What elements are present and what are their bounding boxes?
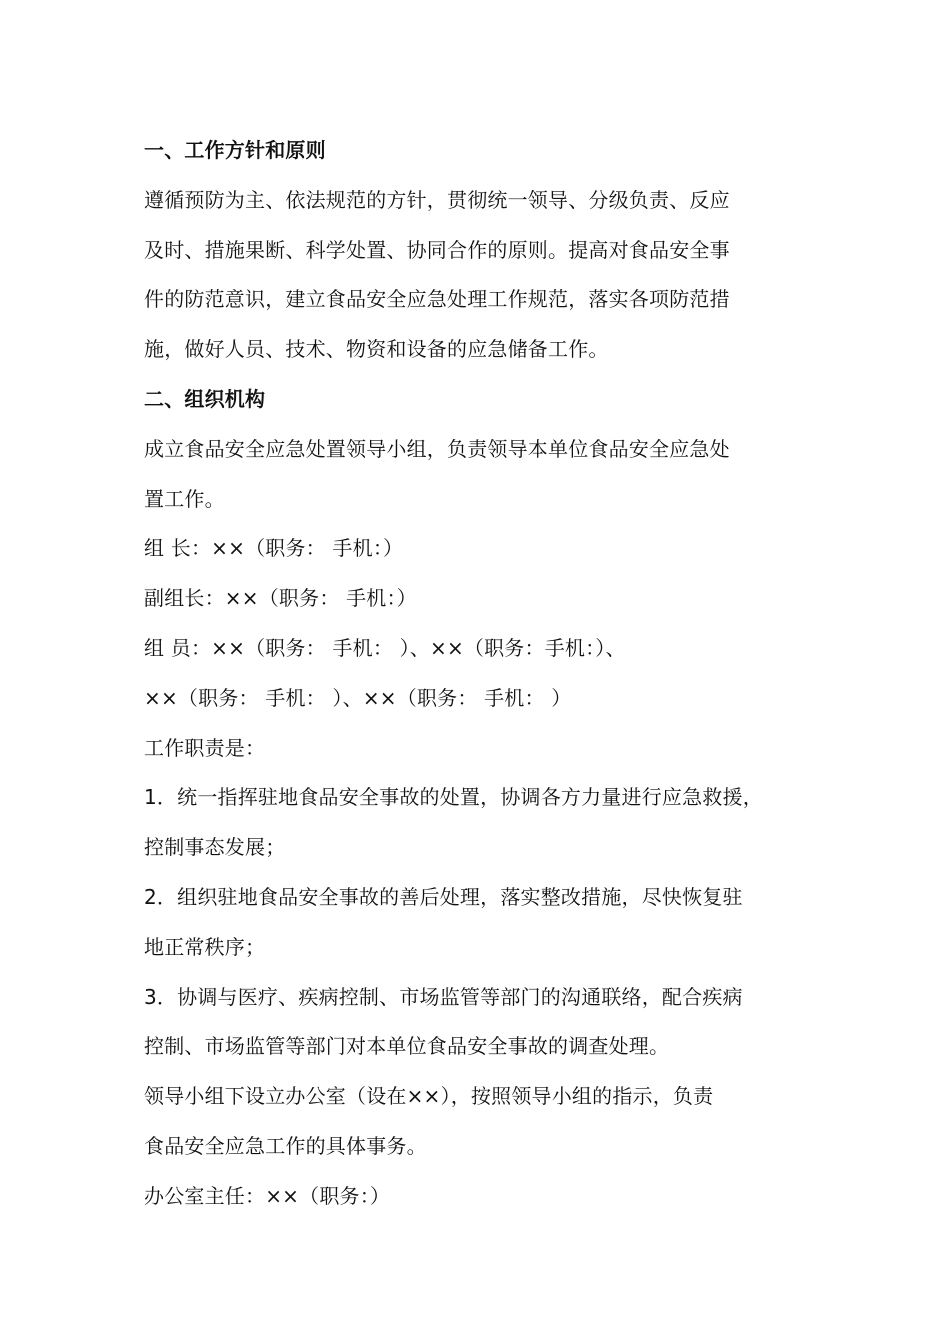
duty-item-2: 2．组织驻地食品安全事故的善后处理，落实整改措施，尽快恢复驻: [144, 884, 743, 909]
paragraph-line: 件的防范意识，建立食品安全应急处理工作规范，落实各项防范措: [144, 287, 730, 312]
paragraph-line: 成立食品安全应急处置领导小组，负责领导本单位食品安全应急处: [144, 436, 730, 461]
paragraph-line: 遵循预防为主、依法规范的方针，贯彻统一领导、分级负责、反应: [144, 187, 730, 212]
leader-line: 组 长：××（职务： 手机：）: [144, 536, 404, 561]
paragraph-line: 及时、措施果断、科学处置、协同合作的原则。提高对食品安全事: [144, 237, 730, 262]
document-page: [144, 126, 844, 1222]
members-line: 组 员：××（职务： 手机： ）、××（职务：手机：）、: [144, 635, 626, 660]
office-paragraph: 领导小组下设立办公室（设在××），按照领导小组的指示，负责: [144, 1084, 714, 1109]
duty-item-1: 1．统一指挥驻地食品安全事故的处置，协调各方力量进行应急救援，: [144, 785, 763, 810]
paragraph-line: 置工作。: [144, 486, 225, 511]
section-heading-principles: 一、工作方针和原则: [144, 138, 326, 162]
duty-item-2-cont: 地正常秩序；: [144, 934, 266, 959]
office-director-line: 办公室主任：××（职务：）: [144, 1183, 391, 1208]
duty-item-1-cont: 控制事态发展；: [144, 835, 286, 860]
duty-item-3: 3．协调与医疗、疾病控制、市场监管等部门的沟通联络，配合疾病: [144, 984, 743, 1009]
duty-item-3-cont: 控制、市场监管等部门对本单位食品安全事故的调查处理。: [144, 1034, 670, 1059]
paragraph-line: 施，做好人员、技术、物资和设备的应急储备工作。: [144, 337, 609, 362]
office-paragraph-cont: 食品安全应急工作的具体事务。: [144, 1133, 427, 1158]
deputy-leader-line: 副组长：××（职务： 手机：）: [144, 586, 417, 611]
duties-title: 工作职责是：: [144, 735, 266, 760]
members-line: ××（职务： 手机： ）、××（职务： 手机： ）: [144, 685, 572, 710]
section-heading-organization: 二、组织机构: [144, 386, 266, 411]
